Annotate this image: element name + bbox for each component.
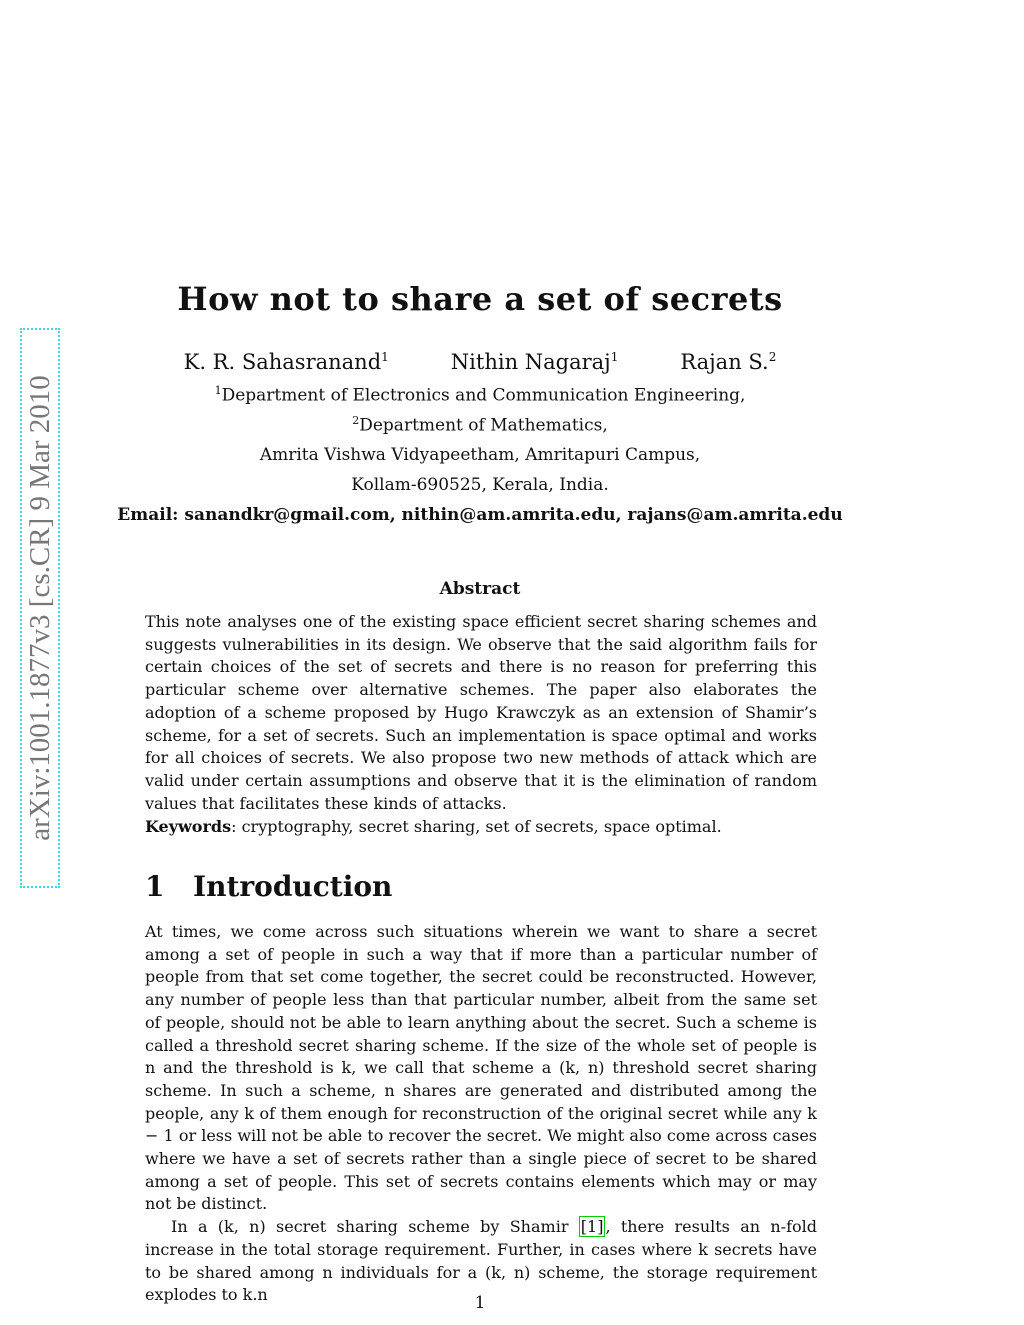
- keywords-text: : cryptography, secret sharing, set of secrets, space optimal.: [231, 817, 722, 836]
- author: Rajan S.$^2$: [680, 350, 777, 374]
- section-number: 1: [145, 870, 165, 903]
- affiliation-dept2: $^2$Department of Mathematics,: [352, 414, 608, 436]
- intro-paragraph-2: In a (k, n) secret sharing scheme by Shamir [1] , there results an n-fold increase in the total storage requirement. Further, in cases where k secrets have to be shared among n individuals for a (k, n) scheme, the storage requirement explodes to k.n: [145, 1217, 817, 1305]
- arxiv-stamp: arXiv:1001.1877v3 [cs.CR] 9 Mar 2010: [23, 375, 56, 841]
- abstract-heading: Abstract: [439, 579, 521, 599]
- author: K. R. Sahasranand$^1$: [183, 350, 389, 374]
- abstract-text: This note analyses one of the existing space efficient secret sharing schemes and suggests vulnerabilities in its design. We observe that the said algorithm fails for certain choices of the set of secrets and there is no reason for preferring this particular scheme over alternative schemes. The paper also elaborates the adoption of a scheme proposed by Hugo Krawczyk as an extension of Shamir’s scheme, for a set of secrets. Such an implementation is space optimal and works for all choices of secrets. We also propose two new methods of attack which are valid under certain assumptions and observe that it is the elimination of random values that facilitates these kinds of attacks.: [145, 612, 817, 813]
- page-number: 1: [474, 1293, 486, 1313]
- author: Nithin Nagaraj$^1$: [450, 350, 619, 374]
- intro-paragraph-1: At times, we come across such situations wherein we want to share a secret among a set of people in such a way that if more than a particular number of people from that set come together, the secret could be reconstructed. However, any number of people less than that particular number, albeit from the same set of people, should not be able to learn anything about the secret. Such a scheme is called a threshold secret sharing scheme. If the size of the whole set of people is n and the threshold is k, we call that scheme a (k, n) threshold secret sharing scheme. In such a scheme, n shares are generated and distributed among the people, any k of them enough for reconstruction of the original secret while any k − 1 or less will not be able to recover the secret. We might also come across cases where we have a set of secrets rather than a single piece of secret to be shared among a set of people. This set of secrets contains elements which may or may not be distinct.: [145, 922, 817, 1214]
- section-heading: [145, 870, 392, 903]
- author-list: [0, 350, 960, 374]
- email-line: Email: sanandkr@gmail.com, nithin@am.amrita.edu, rajans@am.amrita.edu: [117, 505, 843, 525]
- paper-title: How not to share a set of secrets: [177, 280, 783, 318]
- section-title: Introduction: [193, 870, 393, 903]
- intro-body: [145, 921, 817, 1307]
- citation-link[interactable]: [1]: [580, 1217, 604, 1237]
- keywords-label: Keywords: [145, 817, 232, 836]
- affiliation-institution: Amrita Vishwa Vidyapeetham, Amritapuri Campus,: [259, 445, 701, 465]
- affiliation-dept1: $^1$Department of Electronics and Communication Engineering,: [214, 384, 746, 406]
- affiliation-address: Kollam-690525, Kerala, India.: [351, 475, 609, 495]
- keywords: [145, 817, 817, 836]
